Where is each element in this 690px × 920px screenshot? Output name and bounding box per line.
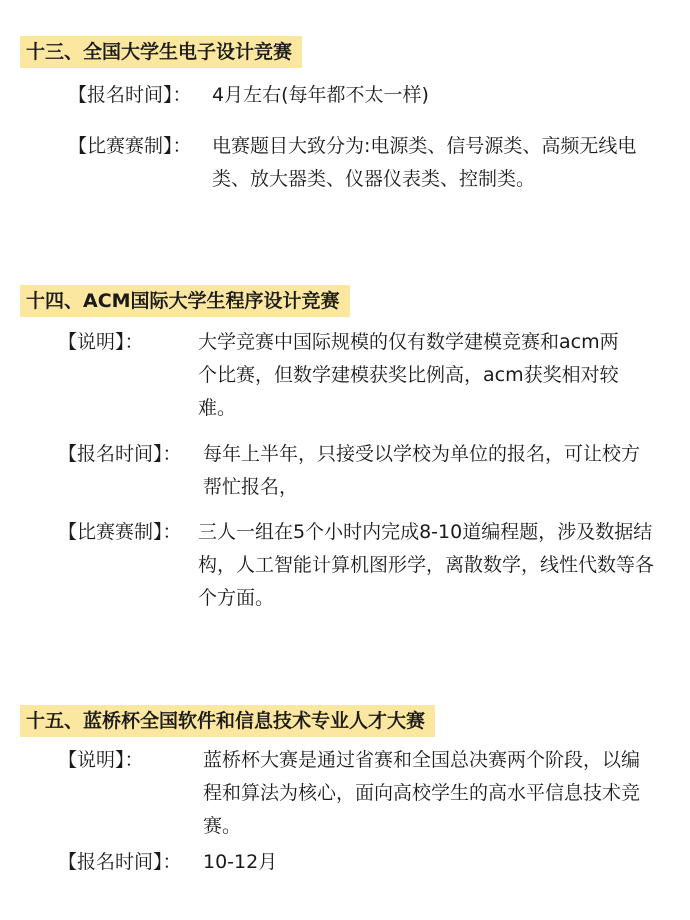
section-title: 十三、全国大学生电子设计竞赛	[20, 36, 302, 68]
row-label: 【比赛赛制】：	[68, 135, 192, 157]
row-value: 大学竞赛中国际规模的仅有数学建模竞赛和acm两个比赛，但数学建模获奖比例高，acm获奖相对较难。	[198, 331, 619, 419]
row-value: 电赛题目大致分为:电源类、信号源类、高频无线电类、放大器类、仪器仪表类、控制类。	[212, 135, 637, 190]
section-title: 十五、蓝桥杯全国软件和信息技术专业人才大赛	[20, 705, 435, 737]
row-label: 【说明】：	[58, 749, 144, 771]
row-value: 三人一组在5个小时内完成8-10道编程题，涉及数据结构，人工智能计算机图形学，离散数学，线性代数等各个方面。	[198, 521, 655, 609]
row-value: 4月左右(每年都不太一样)	[212, 84, 429, 106]
row-label: 【报名时间】：	[58, 851, 182, 873]
row-value: 10-12月	[203, 851, 278, 873]
row-value: 每年上半年，只接受以学校为单位的报名，可让校方帮忙报名，	[203, 443, 641, 498]
row-value: 蓝桥杯大赛是通过省赛和全国总决赛两个阶段，以编程和算法为核心，面向高校学生的高水平信息技术竞赛。	[203, 749, 641, 837]
row-label: 【报名时间】：	[68, 84, 192, 106]
section-title: 十四、ACM国际大学生程序设计竞赛	[20, 285, 350, 317]
row-label: 【说明】：	[58, 331, 144, 353]
row-label: 【比赛赛制】：	[58, 521, 182, 543]
row-label: 【报名时间】：	[58, 443, 182, 465]
